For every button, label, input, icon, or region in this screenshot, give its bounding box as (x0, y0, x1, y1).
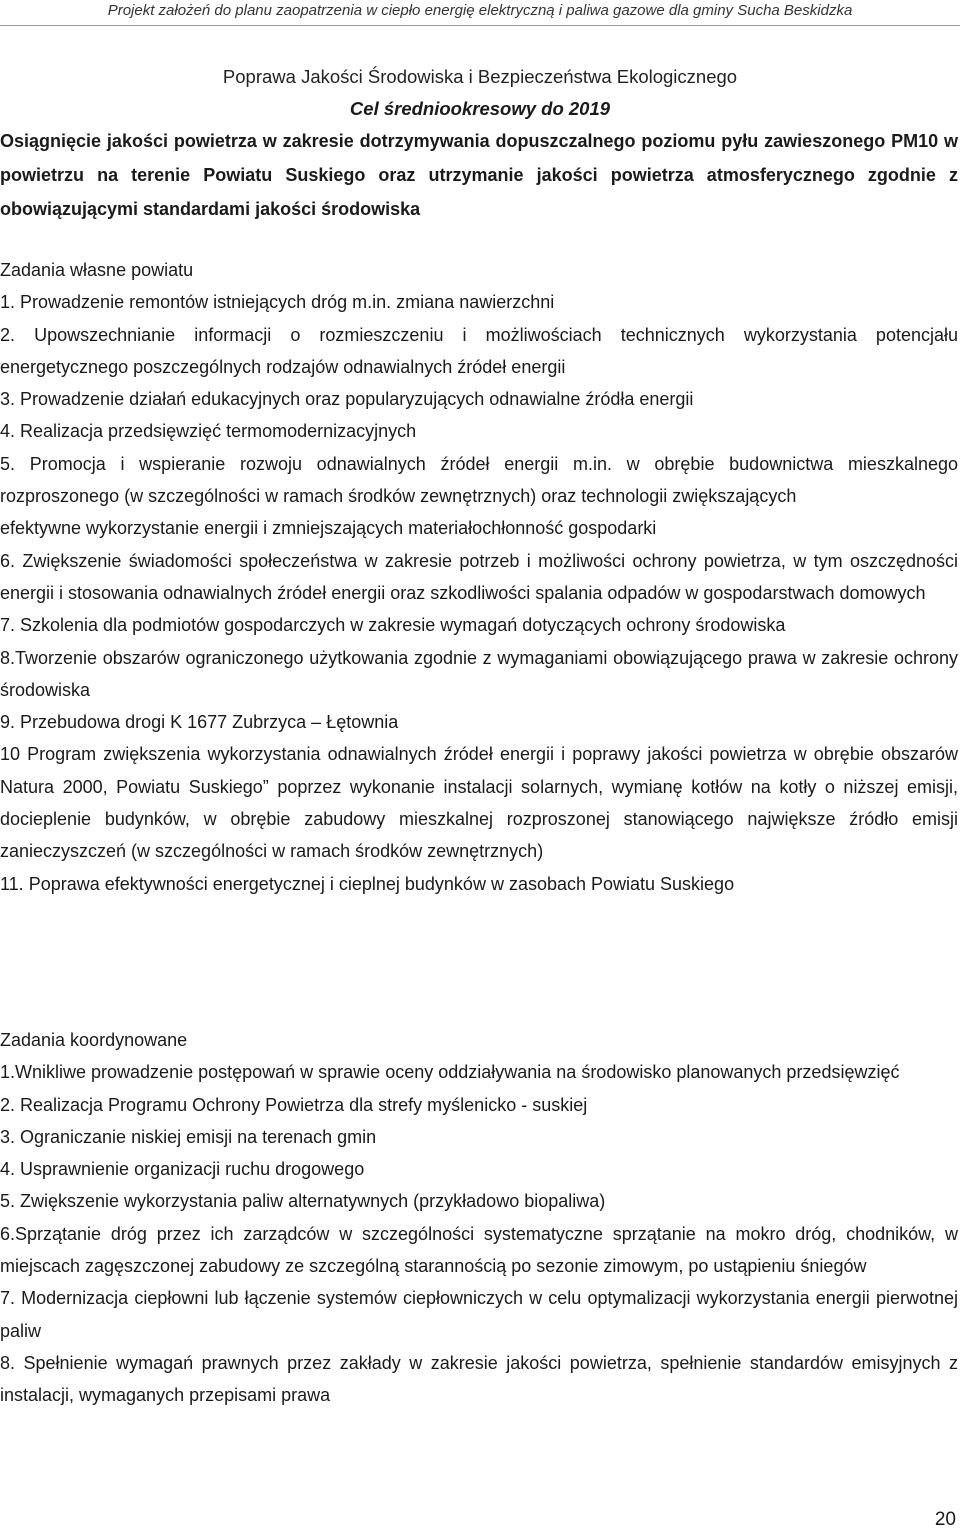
list-item: 7. Modernizacja ciepłowni lub łączenie systemów ciepłowniczych w celu optymalizacji wykorzystania energii pierwotnej paliw (0, 1288, 958, 1341)
coordinated-tasks-heading: Zadania koordynowane (0, 1030, 188, 1050)
list-item: 2. Upowszechnianie informacji o rozmieszczeniu i możliwościach technicznych wykorzystania potencjału energetycznego poszczególnych rodzajów odnawialnych źródeł energii (0, 324, 958, 377)
list-item: 3. Prowadzenie działań edukacyjnych oraz popularyzujących odnawialne źródła energii (0, 389, 694, 410)
own-tasks-section (0, 254, 958, 900)
list-item: 7. Szkolenia dla podmiotów gospodarczych w zakresie wymagań dotyczących ochrony środowiska (0, 615, 786, 636)
document-title: Poprawa Jakości Środowiska i Bezpieczeństwa Ekologicznego (222, 66, 738, 87)
list-item: 4. Usprawnienie organizacji ruchu drogowego (0, 1159, 365, 1180)
list-item: 5. Promocja i wspieranie rozwoju odnawialnych źródeł energii m.in. w obrębie budownictwa mieszkalnego rozproszonego (w szczególności w ramach środków zewnętrznych) oraz technologii zwiększających (0, 453, 958, 507)
coordinated-tasks-section (0, 1024, 958, 1412)
title-block (0, 62, 960, 126)
list-item: 1. Prowadzenie remontów istniejących dróg m.in. zmiana nawierzchni (0, 292, 555, 313)
list-item: 4. Realizacja przedsięwzięć termomodernizacyjnych (0, 421, 417, 442)
goal-statement: Osiągnięcie jakości powietrza w zakresie dotrzymywania dopuszczalnego poziomu pyłu zawieszonego PM10 w powietrzu na terenie Powiatu Suskiego oraz utrzymanie jakości powietrza atmosferycznego zgodnie z obowiązującymi standardami jakości środowiska (0, 131, 958, 219)
list-item: efektywne wykorzystanie energii i zmniejszających materiałochłonność gospodarki (0, 518, 657, 539)
own-tasks-list (0, 286, 958, 900)
list-item: 6.Sprzątanie dróg przez ich zarządców w szczególności systematyczne sprzątanie na mokro dróg, chodników, w miejscach zagęszczonej zabudowy ze szczególną starannością po sezonie zimowym, po ustąpieniu śniegów (0, 1223, 958, 1277)
list-item: 5. Zwiększenie wykorzystania paliw alternatywnych (przykładowo biopaliwa) (0, 1191, 606, 1212)
list-item: 9. Przebudowa drogi K 1677 Zubrzyca – Łętownia (0, 712, 399, 733)
list-item: 10 Program zwiększenia wykorzystania odnawialnych źródeł energii i poprawy jakości powietrza w obrębie obszarów Natura 2000, Powiatu Suskiego” poprzez wykonanie instalacji solarnych, wymianę kotłów na kotły o niższej emisji, docieplenie budynków, w obrębie zabudowy mieszkalnej rozproszonej stanowiącego największe źródło emisji zanieczyszczeń (w szczególności w ramach środków zewnętrznych) (0, 744, 958, 862)
list-item: 1.Wnikliwe prowadzenie postępowań w sprawie oceny oddziaływania na środowisko planowanych przedsięwzięć (0, 1062, 900, 1083)
list-item: 6. Zwiększenie świadomości społeczeństwa w zakresie potrzeb i możliwości ochrony powietrza, w tym oszczędności energii i stosowania odnawialnych źródeł energii oraz szkodliwości spalania odpadów w gospodarstwach domowych (0, 550, 958, 603)
list-item: 2. Realizacja Programu Ochrony Powietrza dla strefy myślenicko - suskiej (0, 1094, 588, 1115)
list-item: 11. Poprawa efektywności energetycznej i cieplnej budynków w zasobach Powiatu Suskiego (0, 873, 735, 894)
list-item: 8.Tworzenie obszarów ograniczonego użytkowania zgodnie z wymaganiami obowiązującego prawa w zakresie ochrony środowiska (0, 647, 958, 700)
document-subtitle: Cel średniookresowy do 2019 (349, 98, 611, 119)
list-item: 8. Spełnienie wymagań prawnych przez zakłady w zakresie jakości powietrza, spełnienie standardów emisyjnych z instalacji, wymaganych przepisami prawa (0, 1352, 958, 1406)
page-number: 20 (934, 1509, 956, 1530)
list-item: 3. Ograniczanie niskiej emisji na terenach gmin (0, 1126, 377, 1147)
running-header: Projekt założeń do planu zaopatrzenia w ciepło energię elektryczną i paliwa gazowe dla gminy Sucha Beskidzka (0, 2, 960, 26)
coordinated-tasks-list (0, 1056, 958, 1411)
own-tasks-heading: Zadania własne powiatu (0, 260, 194, 280)
